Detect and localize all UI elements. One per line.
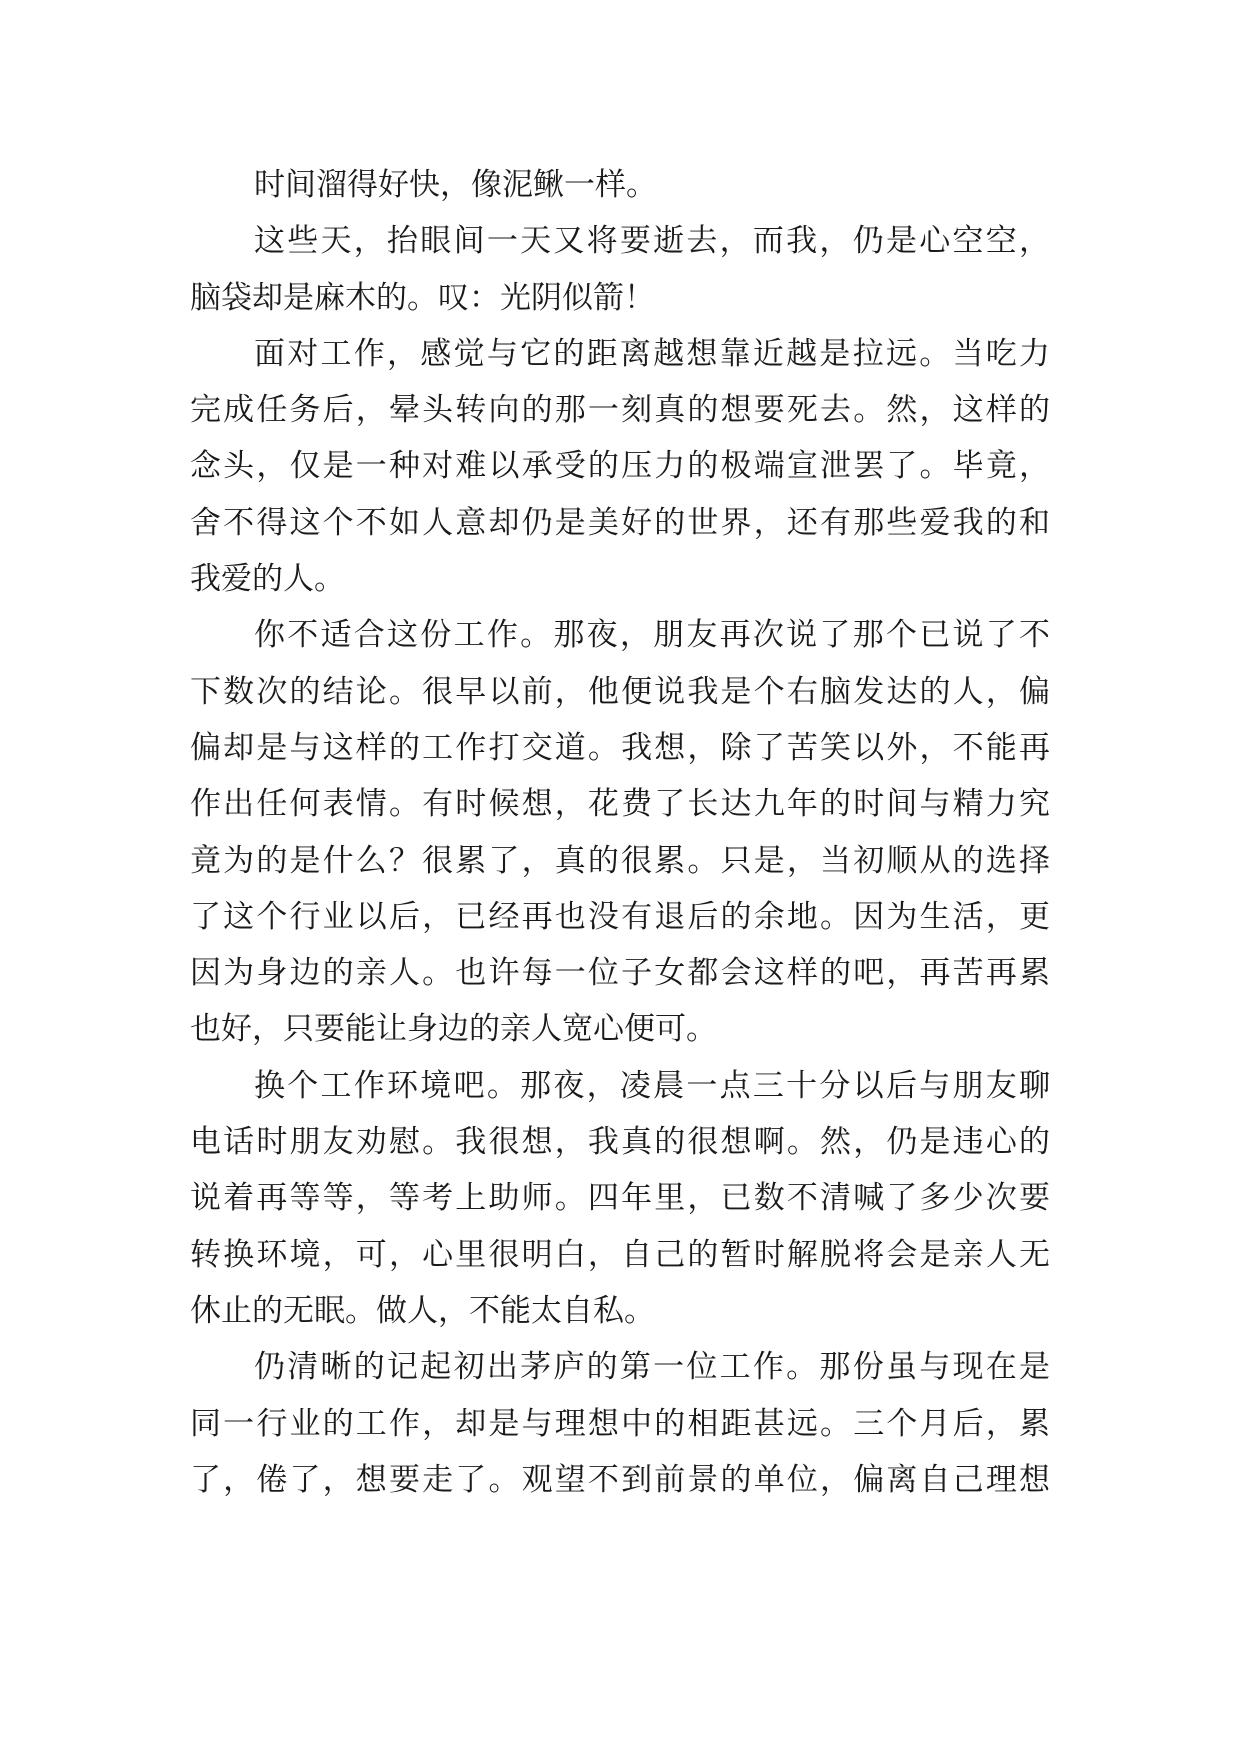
text-line: 说着再等等，等考上助师。四年里，已数不清喊了多少次要 bbox=[190, 1180, 1050, 1217]
text-line: 下数次的结论。很早以前，他便说我是个右脑发达的人，偏 bbox=[190, 673, 1050, 710]
text-line: 了这个行业以后，已经再也没有退后的余地。因为生活，更 bbox=[190, 898, 1050, 935]
body-text bbox=[190, 157, 1050, 1508]
text-line: 脑袋却是麻木的。叹：光阴似箭！ bbox=[190, 279, 655, 316]
text-line: 作出任何表情。有时候想，花费了长达九年的时间与精力究 bbox=[190, 786, 1050, 823]
text-line: 偏却是与这样的工作打交道。我想，除了苦笑以外，不能再 bbox=[190, 729, 1050, 766]
text-line: 面对工作，感觉与它的距离越想靠近越是拉远。当吃力 bbox=[254, 335, 1050, 372]
text-line: 你不适合这份工作。那夜，朋友再次说了那个已说了不 bbox=[254, 617, 1050, 654]
text-line: 这些天，抬眼间一天又将要逝去，而我，仍是心空空， bbox=[254, 223, 1050, 260]
text-line: 休止的无眠。做人，不能太自私。 bbox=[190, 1292, 655, 1329]
text-line: 念头，仅是一种对难以承受的压力的极端宣泄罢了。毕竟， bbox=[190, 448, 1050, 485]
text-line: 我爱的人。 bbox=[190, 561, 345, 598]
text-line: 也好，只要能让身边的亲人宽心便可。 bbox=[190, 1011, 717, 1048]
text-line: 时间溜得好快，像泥鳅一样。 bbox=[254, 167, 657, 203]
text-line: 仍清晰的记起初出茅庐的第一位工作。那份虽与现在是 bbox=[254, 1349, 1050, 1386]
text-line: 换个工作环境吧。那夜，凌晨一点三十分以后与朋友聊 bbox=[254, 1067, 1050, 1104]
text-line: 因为身边的亲人。也许每一位子女都会这样的吧，再苦再累 bbox=[190, 955, 1050, 992]
text-line: 转换环境，可，心里很明白，自己的暂时解脱将会是亲人无 bbox=[190, 1236, 1050, 1273]
text-line: 竟为的是什么？很累了，真的很累。只是，当初顺从的选择 bbox=[190, 842, 1050, 879]
text-line: 了，倦了，想要走了。观望不到前景的单位，偏离自己理想 bbox=[190, 1461, 1050, 1498]
text-line: 完成任务后，晕头转向的那一刻真的想要死去。然，这样的 bbox=[190, 392, 1050, 429]
text-line: 同一行业的工作，却是与理想中的相距甚远。三个月后，累 bbox=[190, 1405, 1050, 1442]
text-line: 电话时朋友劝慰。我很想，我真的很想啊。然，仍是违心的 bbox=[190, 1124, 1050, 1161]
text-line: 舍不得这个不如人意却仍是美好的世界，还有那些爱我的和 bbox=[190, 504, 1050, 541]
